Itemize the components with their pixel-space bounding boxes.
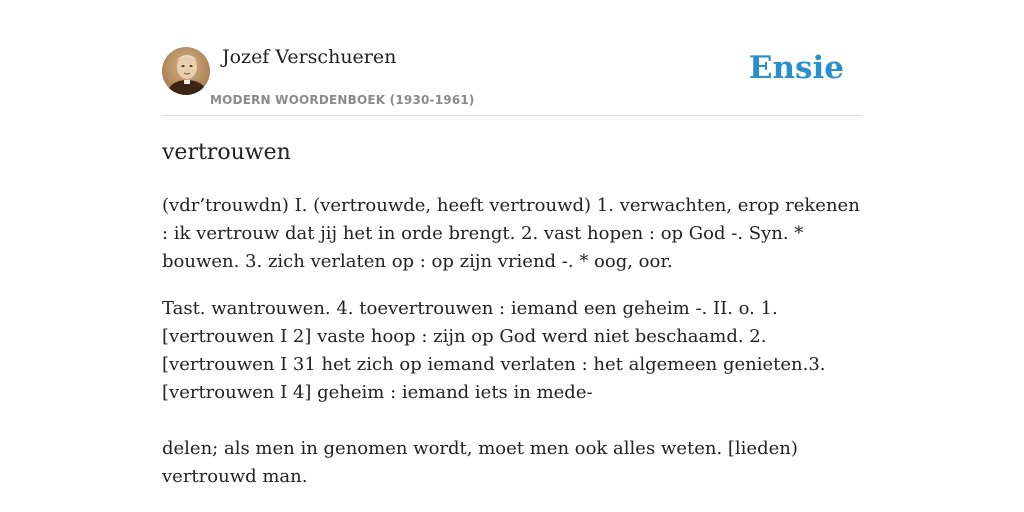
entry-paragraph: delen; als men in genomen wordt, moet men ook alles weten. [lieden) vertrouwd man. bbox=[162, 438, 798, 487]
author-name[interactable]: Jozef Verschueren bbox=[222, 46, 397, 68]
dictionary-source[interactable]: MODERN WOORDENBOEK (1930-1961) bbox=[210, 93, 475, 107]
entry-paragraph: Tast. wantrouwen. 4. toevertrouwen : iemand een geheim -. II. o. 1. [vertrouwen I 2] vaste hoop : zijn op God werd niet beschaamd. 2. [vertrouwen I 31 het zich op iemand verlaten : het algemeen genieten.3. [vertrouwen I 4] geheim : iemand iets in mede- bbox=[162, 298, 826, 403]
author-avatar[interactable] bbox=[162, 47, 210, 95]
entry-body bbox=[162, 192, 862, 491]
header-divider bbox=[162, 115, 862, 116]
entry-title: vertrouwen bbox=[162, 140, 291, 165]
ensie-logo[interactable]: Ensie bbox=[748, 50, 844, 86]
author-portrait-icon bbox=[162, 47, 210, 95]
entry-paragraph: (vdr’trouwdn) I. (vertrouwde, heeft vertrouwd) 1. verwachten, erop rekenen : ik vertrouw dat jij het in orde brengt. 2. vast hopen : op God -. Syn. * bouwen. 3. zich verlaten op : op zijn vriend -. * oog, oor. bbox=[162, 195, 860, 272]
